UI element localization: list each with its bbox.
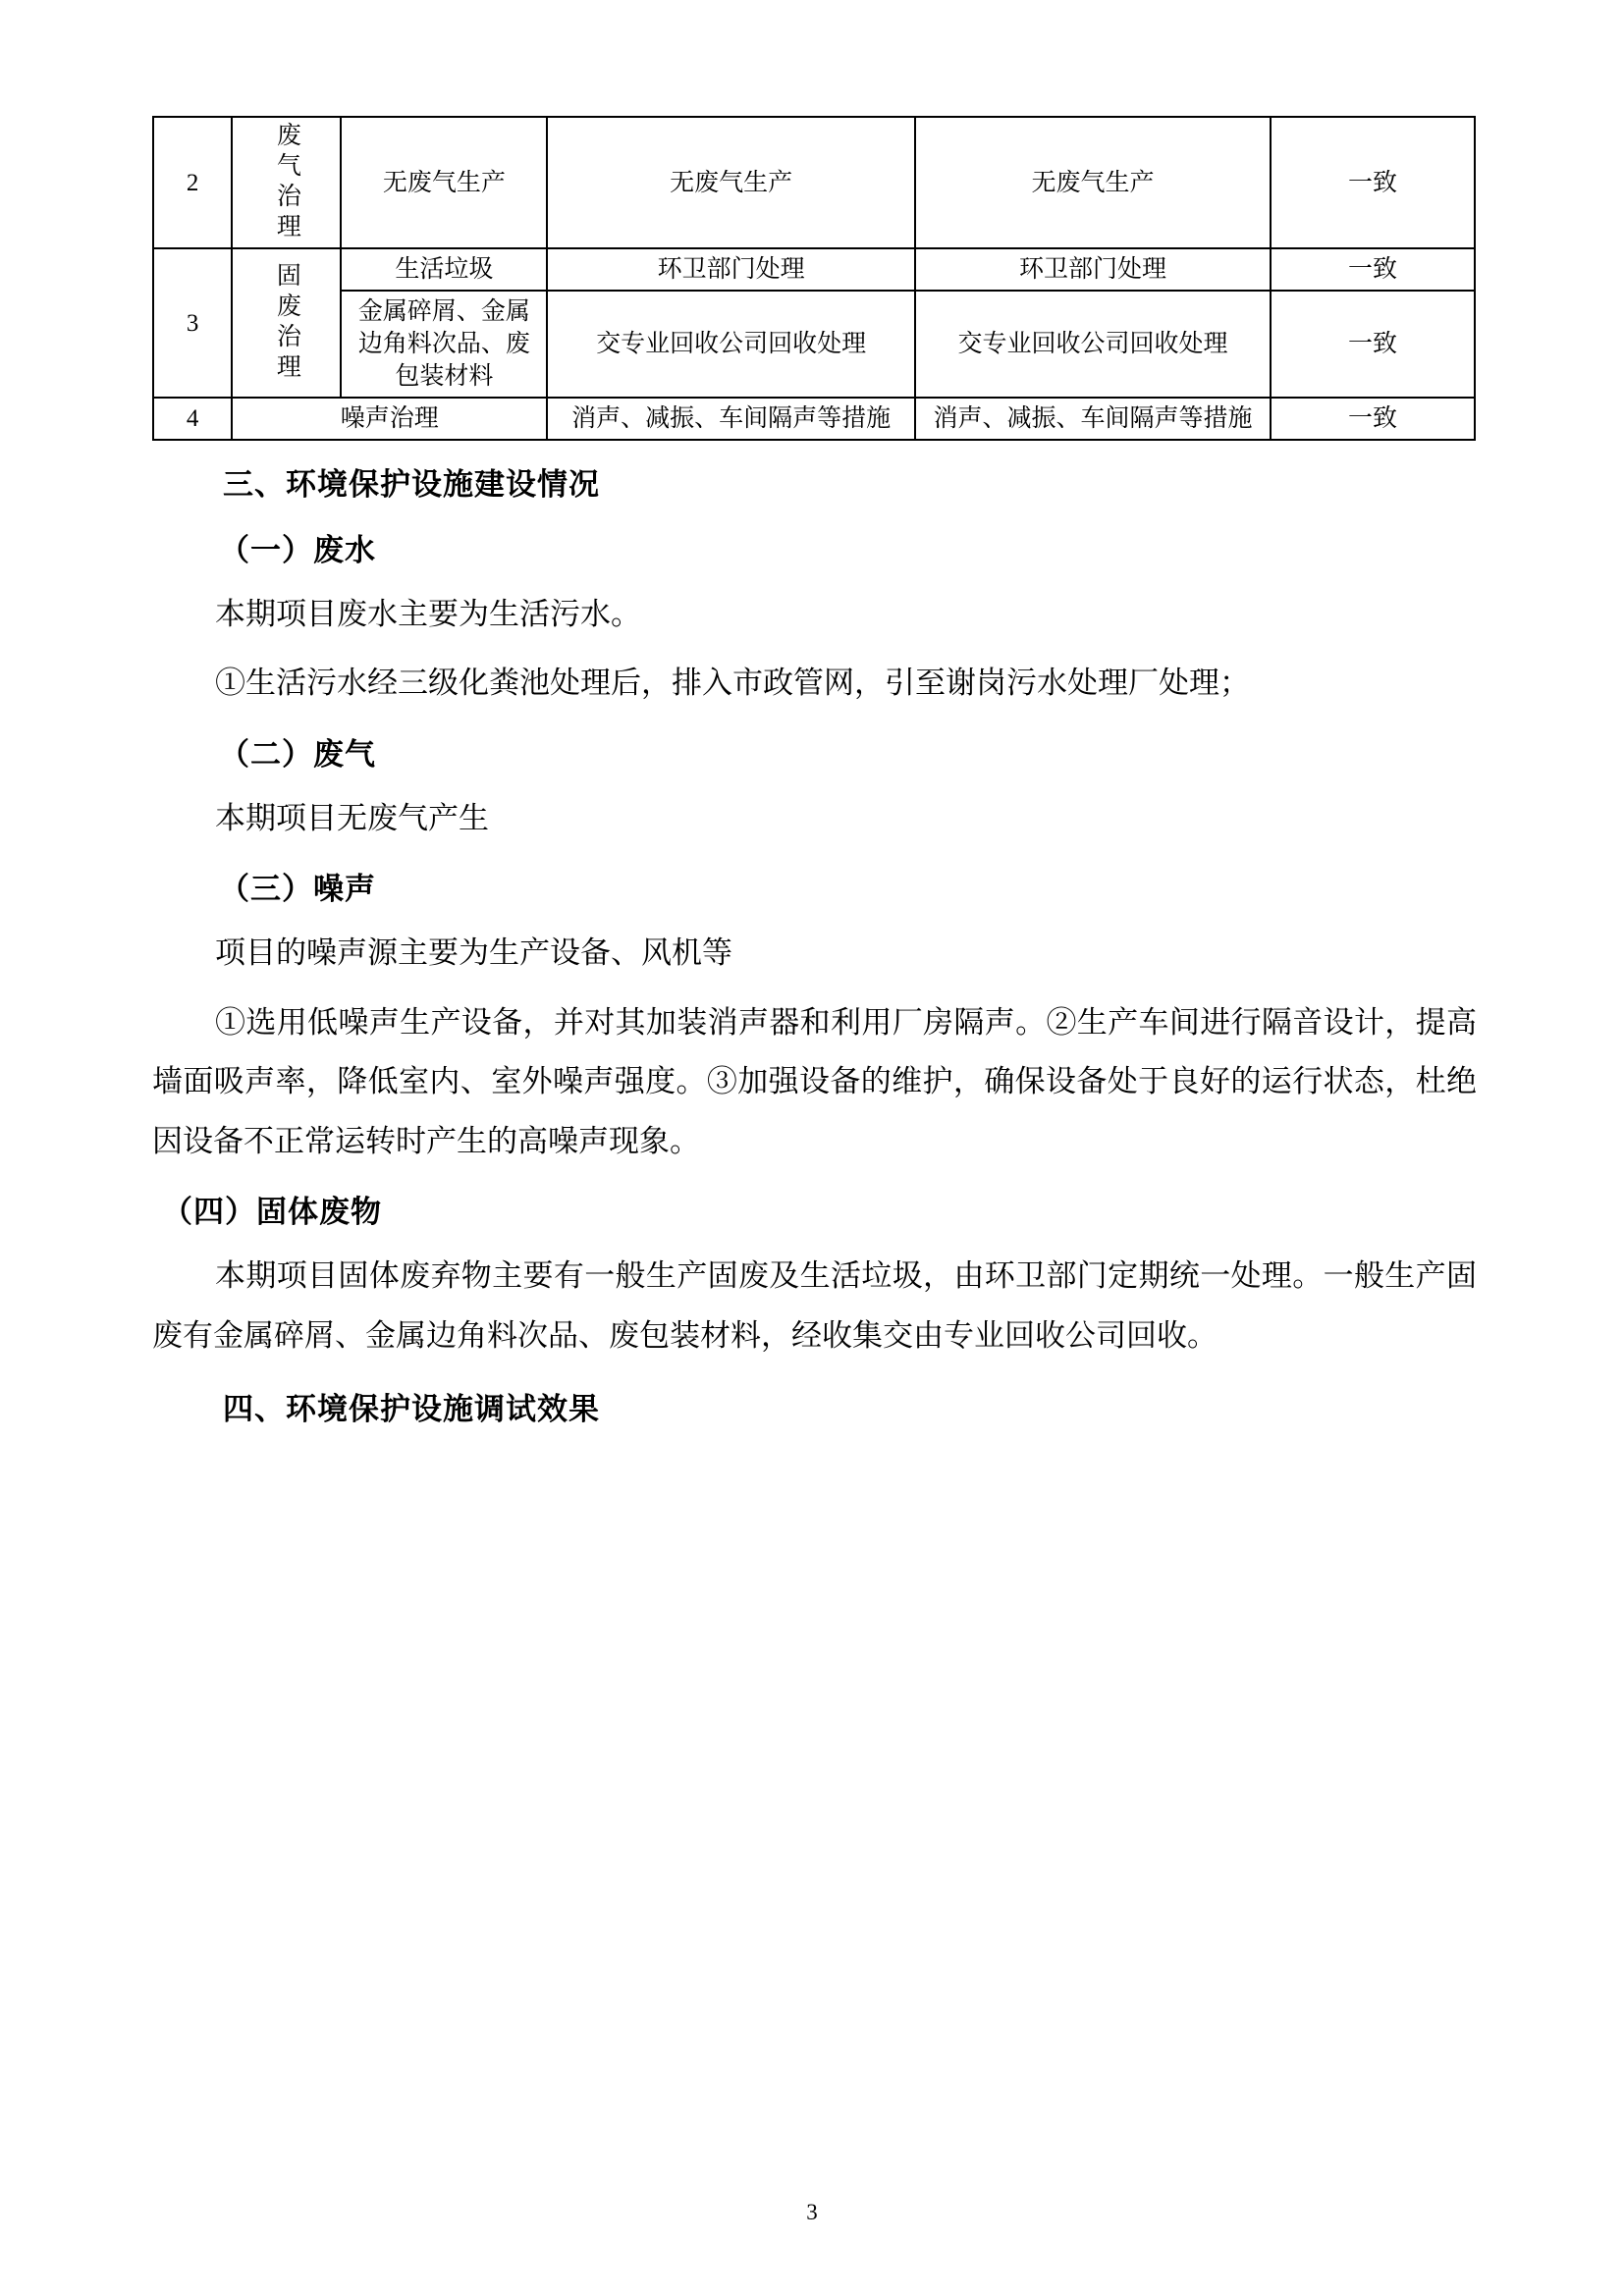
- table-row: [153, 291, 1475, 398]
- table-row: [153, 398, 1475, 440]
- noise-paragraph-1: 项目的噪声源主要为生产设备、风机等: [215, 935, 732, 971]
- solid-waste-paragraph-1: 本期项目固体废弃物主要有一般生产固废及生活垃圾，由环卫部门定期统一处理。一般生产固废有金属碎屑、金属边角料次品、废包装材料，经收集交由专业回收公司回收。: [152, 1258, 1477, 1353]
- row-number-cell: 4: [153, 398, 232, 440]
- subsection-heading-solid-waste: （四）固体废物: [162, 1195, 382, 1230]
- item-cell: 金属碎屑、金属边角料次品、废包装材料: [341, 291, 547, 398]
- table-row: [153, 117, 1475, 248]
- category-cell: 噪声治理: [232, 398, 547, 440]
- approval-requirement-cell: 无废气生产: [547, 117, 915, 248]
- conformance-result-cell: 一致: [1271, 117, 1475, 248]
- actual-implementation-cell: 环卫部门处理: [915, 248, 1271, 291]
- subsection-heading-noise: （三）噪声: [219, 872, 376, 907]
- row-number-cell: 2: [153, 117, 232, 248]
- approval-requirement-cell: 环卫部门处理: [547, 248, 915, 291]
- approval-requirement-cell: 交专业回收公司回收处理: [547, 291, 915, 398]
- wastewater-paragraph-2: ①生活污水经三级化粪池处理后，排入市政管网，引至谢岗污水处理厂处理；: [215, 666, 1250, 701]
- item-cell: 生活垃圾: [341, 248, 547, 291]
- category-label: 固废治理: [273, 262, 300, 384]
- actual-implementation-cell: 无废气生产: [915, 117, 1271, 248]
- item-cell: 无废气生产: [341, 117, 547, 248]
- waste-gas-paragraph-1: 本期项目无废气产生: [215, 800, 489, 835]
- environmental-measures-comparison-table: [152, 116, 1476, 441]
- wastewater-paragraph-1: 本期项目废水主要为生活污水。: [215, 596, 641, 631]
- actual-implementation-cell: 交专业回收公司回收处理: [915, 291, 1271, 398]
- subsection-heading-waste-gas: （二）废气: [219, 736, 376, 772]
- conformance-result-cell: 一致: [1271, 291, 1475, 398]
- actual-implementation-cell: 消声、减振、车间隔声等措施: [915, 398, 1271, 440]
- subsection-heading-wastewater: （一）废水: [219, 532, 376, 567]
- conformance-result-cell: 一致: [1271, 398, 1475, 440]
- category-cell: [232, 248, 341, 398]
- section-heading-four: 四、环境保护设施调试效果: [223, 1392, 600, 1427]
- category-label: 废气治理: [273, 122, 300, 243]
- row-number-cell: 3: [153, 248, 232, 398]
- page-number: 3: [806, 2200, 818, 2224]
- category-cell: [232, 117, 341, 248]
- noise-paragraph-2: ①选用低噪声生产设备，并对其加装消声器和利用厂房隔声。②生产车间进行隔音设计，提高墙面吸声率，降低室内、室外噪声强度。③加强设备的维护，确保设备处于良好的运行状态，杜绝因设备不正常运转时产生的高噪声现象。: [152, 1004, 1477, 1158]
- section-heading-three: 三、环境保护设施建设情况: [223, 467, 600, 502]
- conformance-result-cell: 一致: [1271, 248, 1475, 291]
- table-row: [153, 248, 1475, 291]
- approval-requirement-cell: 消声、减振、车间隔声等措施: [547, 398, 915, 440]
